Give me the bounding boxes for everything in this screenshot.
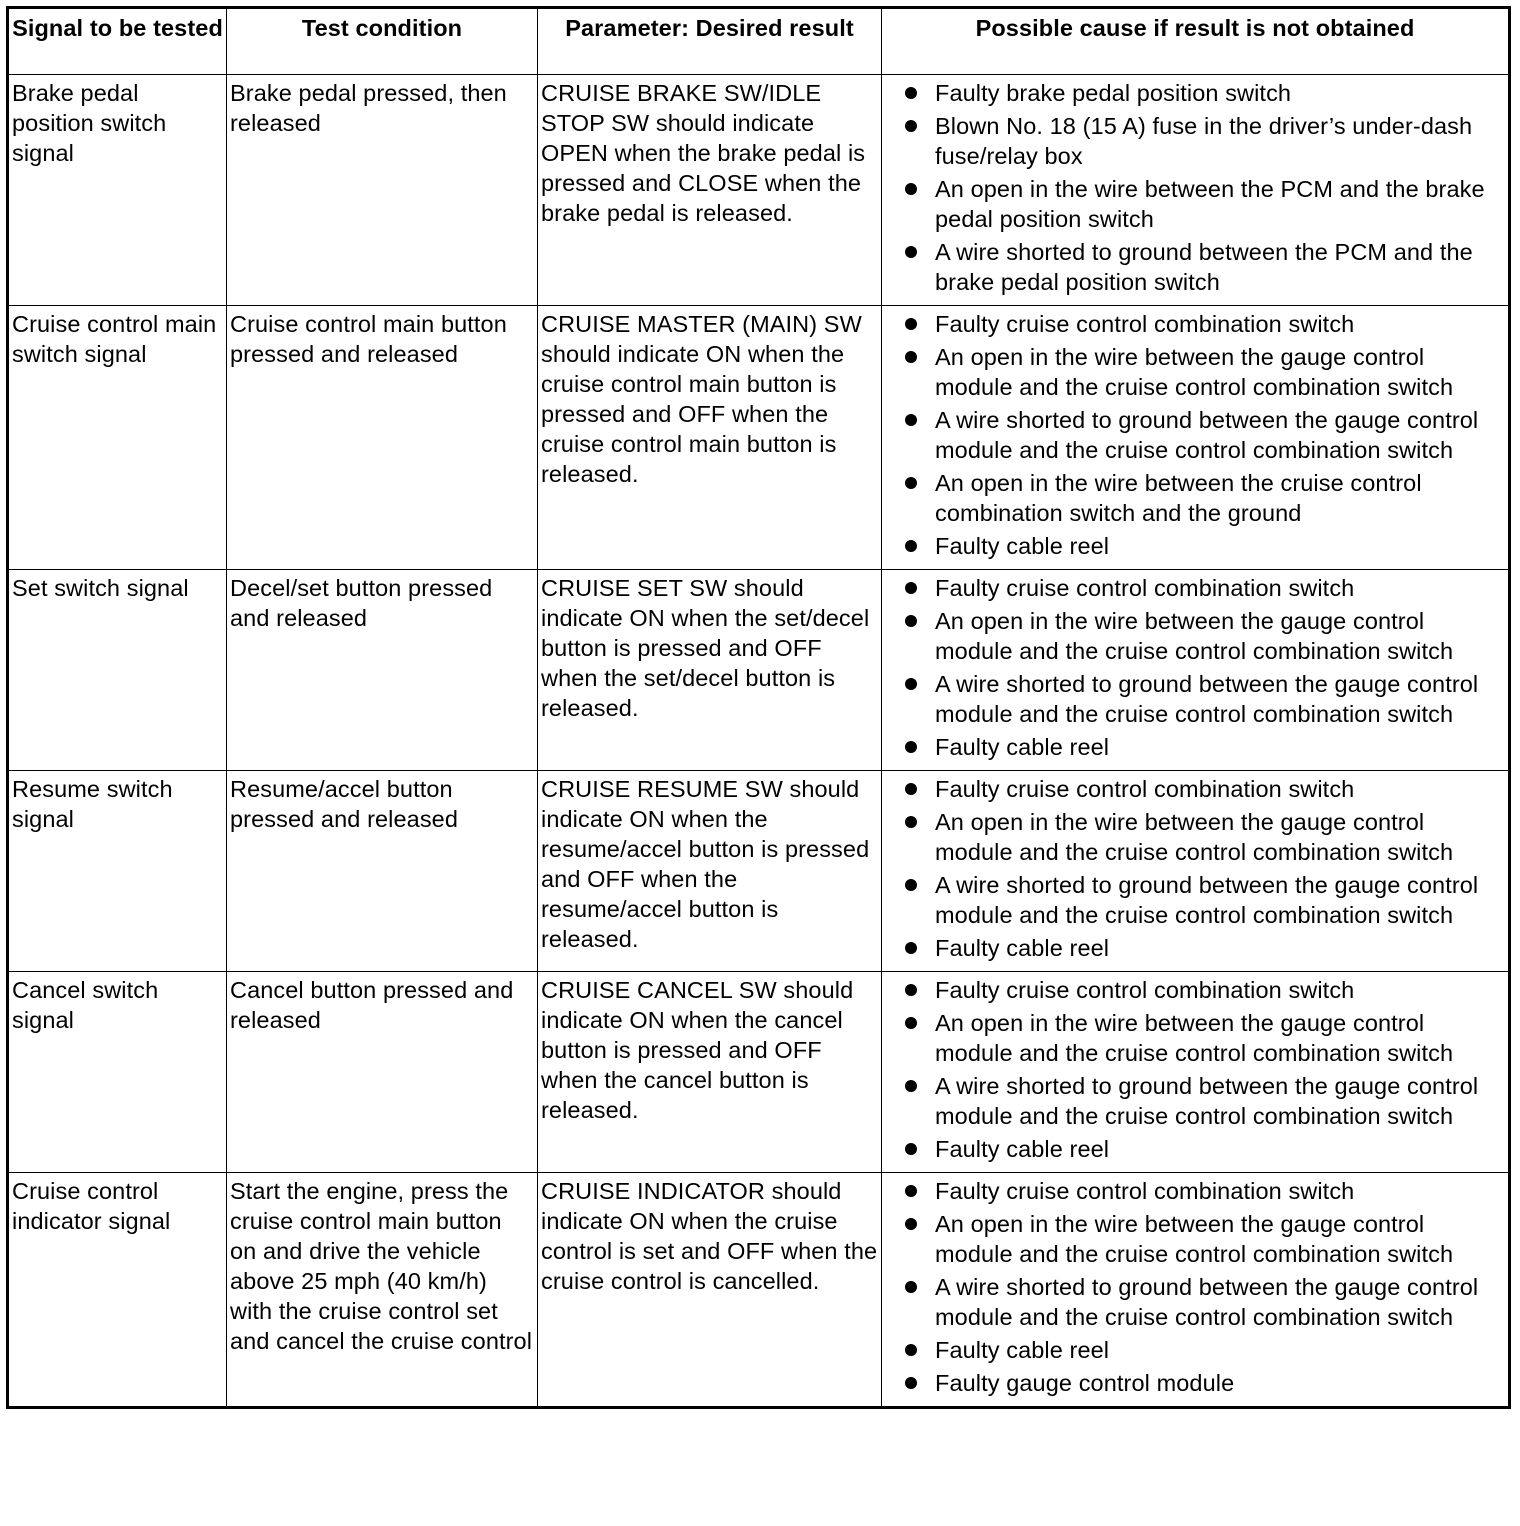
cause-cell bbox=[882, 1173, 1510, 1408]
cause-item bbox=[885, 405, 1505, 465]
cause-text: A wire shorted to ground between the gauge control module and the cruise control combination switch bbox=[935, 407, 1479, 463]
cause-item bbox=[885, 1335, 1505, 1365]
cause-list bbox=[885, 1176, 1505, 1398]
cause-item bbox=[885, 468, 1505, 528]
bullet-icon bbox=[905, 879, 917, 891]
cause-cell bbox=[882, 75, 1510, 306]
condition-cell: Start the engine, press the cruise control main button on and drive the vehicle above 25 mph (40 km/h) with the cruise control set and cancel the cruise control bbox=[227, 1173, 538, 1408]
cause-text: Faulty cruise control combination switch bbox=[935, 311, 1355, 337]
cause-item bbox=[885, 774, 1505, 804]
cause-item bbox=[885, 309, 1505, 339]
cause-item bbox=[885, 111, 1505, 171]
cause-list bbox=[885, 573, 1505, 762]
condition-cell: Cancel button pressed and released bbox=[227, 972, 538, 1173]
bullet-icon bbox=[905, 183, 917, 195]
table-row bbox=[8, 75, 1510, 306]
condition-cell: Resume/accel button pressed and released bbox=[227, 771, 538, 972]
bullet-icon bbox=[905, 783, 917, 795]
cause-item bbox=[885, 342, 1505, 402]
bullet-icon bbox=[905, 1377, 917, 1389]
cause-item bbox=[885, 1071, 1505, 1131]
cause-item bbox=[885, 78, 1505, 108]
bullet-icon bbox=[905, 1080, 917, 1092]
cause-text: A wire shorted to ground between the gauge control module and the cruise control combination switch bbox=[935, 1274, 1479, 1330]
bullet-icon bbox=[905, 1017, 917, 1029]
condition-cell: Decel/set button pressed and released bbox=[227, 570, 538, 771]
bullet-icon bbox=[905, 1344, 917, 1356]
cause-text: Faulty cable reel bbox=[935, 935, 1110, 961]
cause-text: Blown No. 18 (15 A) fuse in the driver’s under-dash fuse/relay box bbox=[935, 113, 1473, 169]
cause-text: An open in the wire between the gauge control module and the cruise control combination switch bbox=[935, 1211, 1454, 1267]
bullet-icon bbox=[905, 1185, 917, 1197]
cause-item bbox=[885, 1368, 1505, 1398]
cause-item bbox=[885, 174, 1505, 234]
bullet-icon bbox=[905, 1281, 917, 1293]
cause-list bbox=[885, 975, 1505, 1164]
parameter-cell: CRUISE INDICATOR should indicate ON when the cruise control is set and OFF when the cruise control is cancelled. bbox=[538, 1173, 882, 1408]
condition-cell: Brake pedal pressed, then released bbox=[227, 75, 538, 306]
cause-item bbox=[885, 606, 1505, 666]
cause-cell bbox=[882, 972, 1510, 1173]
cause-cell bbox=[882, 771, 1510, 972]
bullet-icon bbox=[905, 477, 917, 489]
cause-text: Faulty brake pedal position switch bbox=[935, 80, 1292, 106]
table-row bbox=[8, 771, 1510, 972]
cause-text: A wire shorted to ground between the gauge control module and the cruise control combination switch bbox=[935, 872, 1479, 928]
bullet-icon bbox=[905, 120, 917, 132]
bullet-icon bbox=[905, 582, 917, 594]
cause-item bbox=[885, 870, 1505, 930]
bullet-icon bbox=[905, 816, 917, 828]
cause-item bbox=[885, 237, 1505, 297]
signal-cell: Set switch signal bbox=[8, 570, 227, 771]
cause-text: Faulty cruise control combination switch bbox=[935, 575, 1355, 601]
bullet-icon bbox=[905, 540, 917, 552]
cause-text: Faulty cable reel bbox=[935, 1337, 1110, 1363]
cause-text: A wire shorted to ground between the gauge control module and the cruise control combination switch bbox=[935, 1073, 1479, 1129]
cause-cell bbox=[882, 570, 1510, 771]
cause-text: Faulty gauge control module bbox=[935, 1370, 1235, 1396]
cause-item bbox=[885, 933, 1505, 963]
cause-list bbox=[885, 309, 1505, 561]
bullet-icon bbox=[905, 984, 917, 996]
signal-cell: Brake pedal position switch signal bbox=[8, 75, 227, 306]
cause-item bbox=[885, 1134, 1505, 1164]
cause-item bbox=[885, 1176, 1505, 1206]
cause-text: Faulty cable reel bbox=[935, 533, 1110, 559]
table-body bbox=[8, 75, 1510, 1408]
parameter-cell: CRUISE BRAKE SW/IDLE STOP SW should indicate OPEN when the brake pedal is pressed and CLOSE when the brake pedal is released. bbox=[538, 75, 882, 306]
bullet-icon bbox=[905, 87, 917, 99]
cause-text: An open in the wire between the gauge control module and the cruise control combination switch bbox=[935, 608, 1454, 664]
bullet-icon bbox=[905, 942, 917, 954]
bullet-icon bbox=[905, 1218, 917, 1230]
cause-item bbox=[885, 975, 1505, 1005]
cause-text: Faulty cruise control combination switch bbox=[935, 1178, 1355, 1204]
table-row bbox=[8, 972, 1510, 1173]
condition-cell: Cruise control main button pressed and released bbox=[227, 306, 538, 570]
bullet-icon bbox=[905, 318, 917, 330]
bullet-icon bbox=[905, 246, 917, 258]
cause-text: A wire shorted to ground between the PCM and the brake pedal position switch bbox=[935, 239, 1473, 295]
cause-item bbox=[885, 807, 1505, 867]
header-condition: Test condition bbox=[227, 8, 538, 75]
troubleshooting-table bbox=[6, 6, 1511, 1409]
table-row bbox=[8, 570, 1510, 771]
cause-text: A wire shorted to ground between the gauge control module and the cruise control combination switch bbox=[935, 671, 1479, 727]
cause-text: Faulty cable reel bbox=[935, 1136, 1110, 1162]
bullet-icon bbox=[905, 678, 917, 690]
cause-item bbox=[885, 531, 1505, 561]
parameter-cell: CRUISE CANCEL SW should indicate ON when the cancel button is pressed and OFF when the cancel button is released. bbox=[538, 972, 882, 1173]
cause-item bbox=[885, 732, 1505, 762]
bullet-icon bbox=[905, 414, 917, 426]
cause-text: Faulty cruise control combination switch bbox=[935, 776, 1355, 802]
signal-cell: Cancel switch signal bbox=[8, 972, 227, 1173]
cause-text: Faulty cable reel bbox=[935, 734, 1110, 760]
cause-text: Faulty cruise control combination switch bbox=[935, 977, 1355, 1003]
cause-list bbox=[885, 78, 1505, 297]
header-row bbox=[8, 8, 1510, 75]
cause-item bbox=[885, 669, 1505, 729]
cause-item bbox=[885, 1008, 1505, 1068]
cause-text: An open in the wire between the gauge control module and the cruise control combination switch bbox=[935, 809, 1454, 865]
bullet-icon bbox=[905, 351, 917, 363]
bullet-icon bbox=[905, 741, 917, 753]
cause-cell bbox=[882, 306, 1510, 570]
cause-list bbox=[885, 774, 1505, 963]
parameter-cell: CRUISE SET SW should indicate ON when the set/decel button is pressed and OFF when the set/decel button is released. bbox=[538, 570, 882, 771]
cause-text: An open in the wire between the gauge control module and the cruise control combination switch bbox=[935, 1010, 1454, 1066]
cause-item bbox=[885, 1209, 1505, 1269]
signal-cell: Cruise control indicator signal bbox=[8, 1173, 227, 1408]
cause-text: An open in the wire between the cruise control combination switch and the ground bbox=[935, 470, 1422, 526]
bullet-icon bbox=[905, 1143, 917, 1155]
header-cause: Possible cause if result is not obtained bbox=[882, 8, 1510, 75]
header-parameter: Parameter: Desired result bbox=[538, 8, 882, 75]
bullet-icon bbox=[905, 615, 917, 627]
cause-item bbox=[885, 1272, 1505, 1332]
parameter-cell: CRUISE MASTER (MAIN) SW should indicate ON when the cruise control main button is pressed and OFF when the cruise control main button is released. bbox=[538, 306, 882, 570]
cause-item bbox=[885, 573, 1505, 603]
cause-text: An open in the wire between the PCM and the brake pedal position switch bbox=[935, 176, 1485, 232]
signal-cell: Resume switch signal bbox=[8, 771, 227, 972]
table-row bbox=[8, 1173, 1510, 1408]
table-row bbox=[8, 306, 1510, 570]
signal-cell: Cruise control main switch signal bbox=[8, 306, 227, 570]
header-signal: Signal to be tested bbox=[8, 8, 227, 75]
cause-text: An open in the wire between the gauge control module and the cruise control combination switch bbox=[935, 344, 1454, 400]
parameter-cell: CRUISE RESUME SW should indicate ON when the resume/accel button is pressed and OFF when the resume/accel button is released. bbox=[538, 771, 882, 972]
